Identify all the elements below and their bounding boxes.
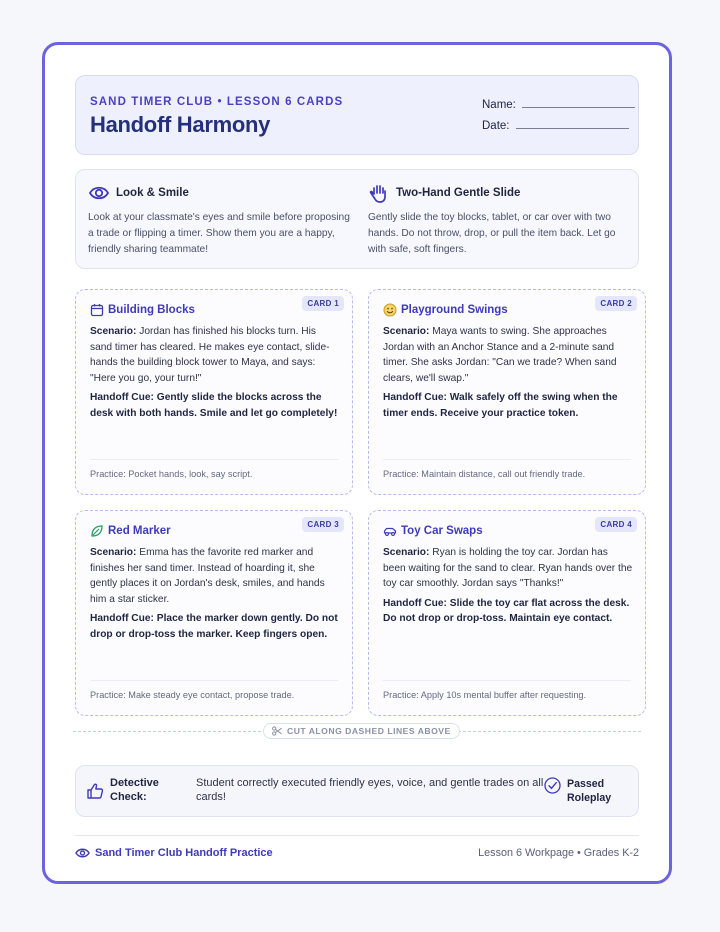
card-badge: CARD 2 xyxy=(595,296,637,311)
footer-divider xyxy=(75,835,639,836)
card-badge: CARD 3 xyxy=(302,517,344,532)
card-scenario: Scenario: Maya wants to swing. She approaches Jordan with an Anchor Stance and a 2-minute sand timer. She asks Jordan: "Can we trade? When sand clears, we'll swap." xyxy=(383,326,617,384)
name-field[interactable] xyxy=(482,97,635,111)
card-body xyxy=(383,324,633,422)
scenario-card xyxy=(368,510,646,716)
rule-title: Look & Smile xyxy=(116,187,189,199)
date-blank[interactable] xyxy=(516,118,629,129)
footer-title: Sand Timer Club Handoff Practice xyxy=(95,847,273,859)
card-badge: CARD 1 xyxy=(302,296,344,311)
date-field[interactable] xyxy=(482,118,629,132)
rule-text: Gently slide the toy blocks, tablet, or car over with two hands. Do not throw, drop, or pull the item back. Let go with safe, soft fingers. xyxy=(368,212,616,255)
thumbs-up-icon xyxy=(86,782,104,800)
page-title: Handoff Harmony xyxy=(90,112,271,137)
eye-icon xyxy=(88,183,110,203)
lesson-kicker: SAND TIMER CLUB • LESSON 6 CARDS xyxy=(90,96,344,108)
card-title: Toy Car Swaps xyxy=(401,525,483,537)
card-cue: Handoff Cue: Gently slide the blocks across the desk with both hands. Smile and let go completely! xyxy=(90,392,338,419)
footer-brand xyxy=(75,847,273,859)
cut-label-text: CUT ALONG DASHED LINES ABOVE xyxy=(287,726,451,736)
name-blank[interactable] xyxy=(522,97,635,108)
hand-icon xyxy=(368,183,390,203)
card-cue: Handoff Cue: Place the marker down gently. Do not drop or drop-toss the marker. Keep fingers open. xyxy=(90,613,338,640)
card-body xyxy=(90,545,340,643)
card-cue: Handoff Cue: Walk safely off the swing when the timer ends. Receive your practice token. xyxy=(383,392,618,419)
card-practice: Practice: Apply 10s mental buffer after requesting. xyxy=(383,680,631,715)
card-scenario: Scenario: Emma has the favorite red marker and finishes her sand timer. Instead of hoarding it, she gently places it on Jordan's desk, smiles, and hands him a star sticker. xyxy=(90,547,325,605)
card-body xyxy=(383,545,633,627)
cut-label xyxy=(263,723,460,739)
scissors-icon xyxy=(272,726,282,736)
card-badge: CARD 4 xyxy=(595,517,637,532)
check-status: Passed Roleplay xyxy=(567,778,612,804)
scenario-card xyxy=(75,510,353,716)
check-label: Detective Check: xyxy=(110,777,159,803)
worksheet-page xyxy=(42,42,672,884)
rule-look-smile xyxy=(88,182,350,258)
card-cue: Handoff Cue: Slide the toy car flat across the desk. Do not drop or drop-toss. Maintain eye contact. xyxy=(383,597,630,625)
rule-text: Look at your classmate's eyes and smile before proposing a trade or flipping a timer. Show them you are a happy, friendly sharing teammate! xyxy=(88,212,350,255)
card-scenario: Scenario: Ryan is holding the toy car. Jordan has been waiting for the sand to clear. Ryan hands over the toy car smoothly. Jordan says "Thanks!" xyxy=(383,547,633,590)
car-icon xyxy=(383,524,397,538)
card-practice: Practice: Pocket hands, look, say script. xyxy=(90,459,338,494)
card-practice: Practice: Make steady eye contact, propose trade. xyxy=(90,680,338,715)
name-label: Name: xyxy=(482,99,516,111)
rules-panel xyxy=(75,169,639,269)
header-panel xyxy=(75,75,639,155)
scenario-card xyxy=(368,289,646,495)
card-title: Red Marker xyxy=(108,525,171,537)
check-text: Student correctly executed friendly eyes, voice, and gentle trades on all cards! xyxy=(196,777,544,803)
calendar-icon xyxy=(90,303,104,317)
card-practice: Practice: Maintain distance, call out friendly trade. xyxy=(383,459,631,494)
detective-check xyxy=(75,765,639,817)
footer-meta: Lesson 6 Workpage • Grades K-2 xyxy=(478,847,639,859)
card-scenario: Scenario: Jordan has finished his blocks turn. His sand timer has cleared. He makes eye contact, slide-hands the building block tower to Maya, and says: "Here you go, your turn!" xyxy=(90,326,330,384)
card-body xyxy=(90,324,340,422)
rule-two-hand-slide xyxy=(368,182,630,258)
rule-title: Two-Hand Gentle Slide xyxy=(396,187,521,199)
card-title: Playground Swings xyxy=(401,304,508,316)
smiley-icon xyxy=(383,303,397,317)
scenario-card xyxy=(75,289,353,495)
eye-icon xyxy=(75,847,90,859)
check-circle-icon[interactable] xyxy=(544,777,561,794)
date-label: Date: xyxy=(482,120,510,132)
leaf-icon xyxy=(90,524,104,538)
card-title: Building Blocks xyxy=(108,304,195,316)
